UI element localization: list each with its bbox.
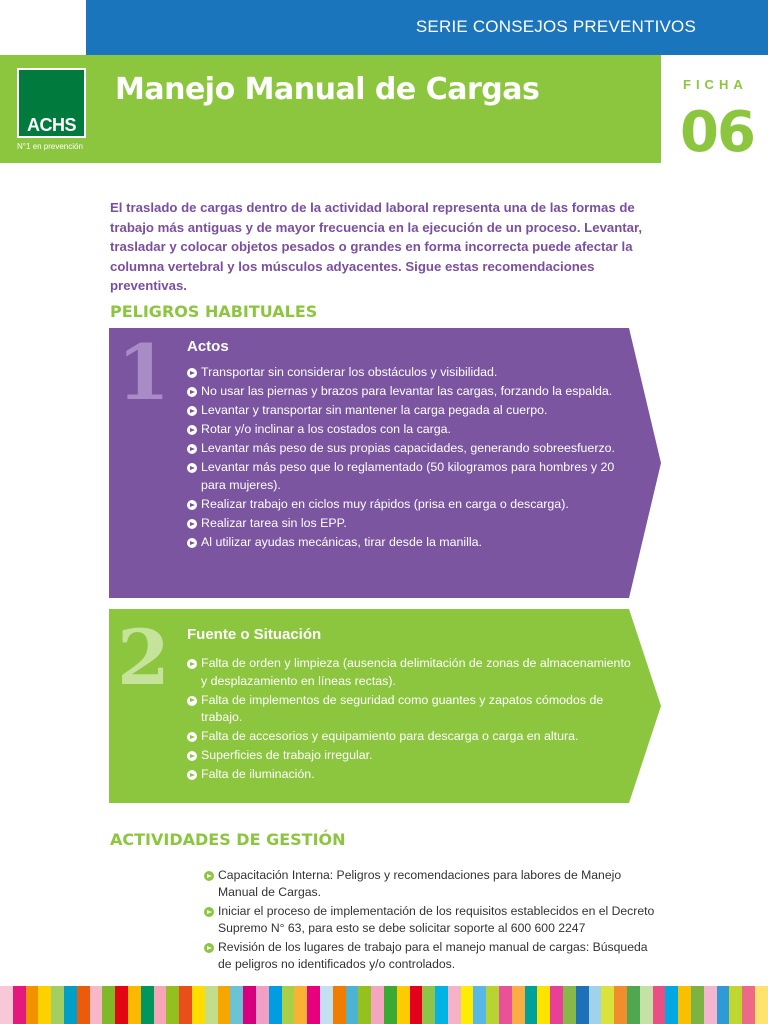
page-title: Manejo Manual de Cargas: [115, 72, 540, 107]
stripe: [499, 986, 512, 1024]
list-item: Falta de accesorios y equipamiento para descarga o carga en altura.: [187, 728, 637, 746]
stripe: [525, 986, 538, 1024]
stripe: [0, 986, 13, 1024]
arrow-bullet-icon: [187, 500, 197, 510]
stripe: [435, 986, 448, 1024]
stripe: [448, 986, 461, 1024]
stripe: [627, 986, 640, 1024]
stripe: [320, 986, 333, 1024]
stripe: [640, 986, 653, 1024]
stripe: [512, 986, 525, 1024]
list-item: Transportar sin considerar los obstáculos y visibilidad.: [187, 364, 637, 382]
stripe: [589, 986, 602, 1024]
stripe: [486, 986, 499, 1024]
stripe: [397, 986, 410, 1024]
stripe: [422, 986, 435, 1024]
list-item: Falta de orden y limpieza (ausencia delimitación de zonas de almacenamiento y desplazamiento en líneas rectas).: [187, 655, 637, 690]
list-item: No usar las piernas y brazos para levantar las cargas, forzando la espalda.: [187, 383, 637, 401]
stripe: [102, 986, 115, 1024]
actos-title: Actos: [187, 338, 229, 355]
arrow-bullet-icon: [187, 751, 197, 761]
stripe: [742, 986, 755, 1024]
stripe: [128, 986, 141, 1024]
decorative-stripes: [0, 986, 768, 1024]
arrow-bullet-icon: [187, 368, 197, 378]
stripe: [243, 986, 256, 1024]
peligros-heading: PELIGROS HABITUALES: [110, 302, 318, 321]
arrow-bullet-icon: [187, 659, 197, 669]
stripe: [537, 986, 550, 1024]
stripe: [51, 986, 64, 1024]
list-item: Realizar tarea sin los EPP.: [187, 515, 637, 533]
stripe: [550, 986, 563, 1024]
stripe: [729, 986, 742, 1024]
top-banner: [86, 0, 768, 55]
list-item: Levantar más peso que lo reglamentado (50 kilogramos para hombres y 20 para mujeres).: [187, 459, 637, 494]
fuente-title: Fuente o Situación: [187, 626, 322, 643]
stripe: [77, 986, 90, 1024]
arrow-bullet-icon: [187, 770, 197, 780]
arrow-bullet-icon: [187, 387, 197, 397]
stripe: [38, 986, 51, 1024]
arrow-bullet-icon: [187, 444, 197, 454]
stripe: [576, 986, 589, 1024]
list-item: Rotar y/o inclinar a los costados con la carga.: [187, 421, 637, 439]
arrow-bullet-icon: [187, 538, 197, 548]
stripe: [26, 986, 39, 1024]
arrow-bullet-icon: [187, 696, 197, 706]
list-item: Levantar y transportar sin mantener la carga pegada al cuerpo.: [187, 402, 637, 420]
actos-box: [109, 328, 661, 598]
stripe: [358, 986, 371, 1024]
stripe: [307, 986, 320, 1024]
stripe: [179, 986, 192, 1024]
stripe: [269, 986, 282, 1024]
stripe: [461, 986, 474, 1024]
stripe: [218, 986, 231, 1024]
arrow-bullet-icon: [187, 732, 197, 742]
stripe: [230, 986, 243, 1024]
list-item: Al utilizar ayudas mecánicas, tirar desde la manilla.: [187, 534, 637, 552]
achs-logo: [17, 68, 86, 138]
logo-tagline: N°1 en prevención: [17, 142, 83, 151]
stripe: [678, 986, 691, 1024]
arrow-bullet-icon: [204, 907, 214, 917]
logo-text: ACHS: [26, 115, 76, 135]
stripe: [410, 986, 423, 1024]
stripe: [563, 986, 576, 1024]
list-item: Revisión de los lugares de trabajo para el manejo manual de cargas: Búsqueda de peligros no identificados y/o controlados.: [204, 939, 664, 974]
arrow-bullet-icon: [187, 519, 197, 529]
stripe: [256, 986, 269, 1024]
stripe: [346, 986, 359, 1024]
ficha-number: 06: [680, 100, 754, 165]
stripe: [614, 986, 627, 1024]
fuente-box: [109, 609, 661, 803]
stripe: [371, 986, 384, 1024]
list-item: Capacitación Interna: Peligros y recomendaciones para labores de Manejo Manual de Cargas.: [204, 867, 664, 902]
gestion-heading: ACTIVIDADES DE GESTIÓN: [110, 830, 346, 849]
list-item: Levantar más peso de sus propias capacidades, generando sobreesfuerzo.: [187, 440, 637, 458]
series-title: SERIE CONSEJOS PREVENTIVOS: [415, 17, 696, 36]
stripe: [154, 986, 167, 1024]
stripe: [205, 986, 218, 1024]
fuente-list: [187, 655, 637, 785]
stripe: [704, 986, 717, 1024]
fuente-number: 2: [117, 613, 170, 702]
stripe: [13, 986, 26, 1024]
stripe: [717, 986, 730, 1024]
stripe: [282, 986, 295, 1024]
stripe: [192, 986, 205, 1024]
stripe: [601, 986, 614, 1024]
actos-number: 1: [117, 328, 170, 417]
arrow-bullet-icon: [187, 463, 197, 473]
stripe: [653, 986, 666, 1024]
stripe: [141, 986, 154, 1024]
list-item: Superficies de trabajo irregular.: [187, 747, 637, 765]
stripe: [90, 986, 103, 1024]
list-item: Falta de iluminación.: [187, 766, 637, 784]
list-item: Realizar trabajo en ciclos muy rápidos (prisa en carga o descarga).: [187, 496, 637, 514]
stripe: [473, 986, 486, 1024]
arrow-bullet-icon: [204, 943, 214, 953]
stripe: [294, 986, 307, 1024]
stripe: [755, 986, 768, 1024]
list-item: Falta de implementos de seguridad como guantes y zapatos cómodos de trabajo.: [187, 692, 637, 727]
actos-list: [187, 364, 637, 553]
stripe: [333, 986, 346, 1024]
intro-paragraph: El traslado de cargas dentro de la actividad laboral representa una de las formas de trabajo más antiguas y de mayor frecuencia en la ejecución de un proceso. Levantar, trasladar y colocar objetos pesados o grandes en forma incorrecta puede afectar la columna vertebral y los músculos adyacentes. Sigue estas recomendaciones preventivas.: [110, 200, 643, 293]
gestion-list: [204, 867, 664, 975]
stripe: [384, 986, 397, 1024]
stripe: [115, 986, 128, 1024]
arrow-bullet-icon: [187, 406, 197, 416]
ficha-label: FICHA: [683, 77, 748, 92]
list-item: Iniciar el proceso de implementación de los requisitos establecidos en el Decreto Supremo N° 63, para esto se debe solicitar soporte al 600 600 2247: [204, 903, 664, 938]
arrow-bullet-icon: [204, 871, 214, 881]
stripe: [691, 986, 704, 1024]
stripe: [64, 986, 77, 1024]
arrow-bullet-icon: [187, 425, 197, 435]
stripe: [665, 986, 678, 1024]
stripe: [166, 986, 179, 1024]
